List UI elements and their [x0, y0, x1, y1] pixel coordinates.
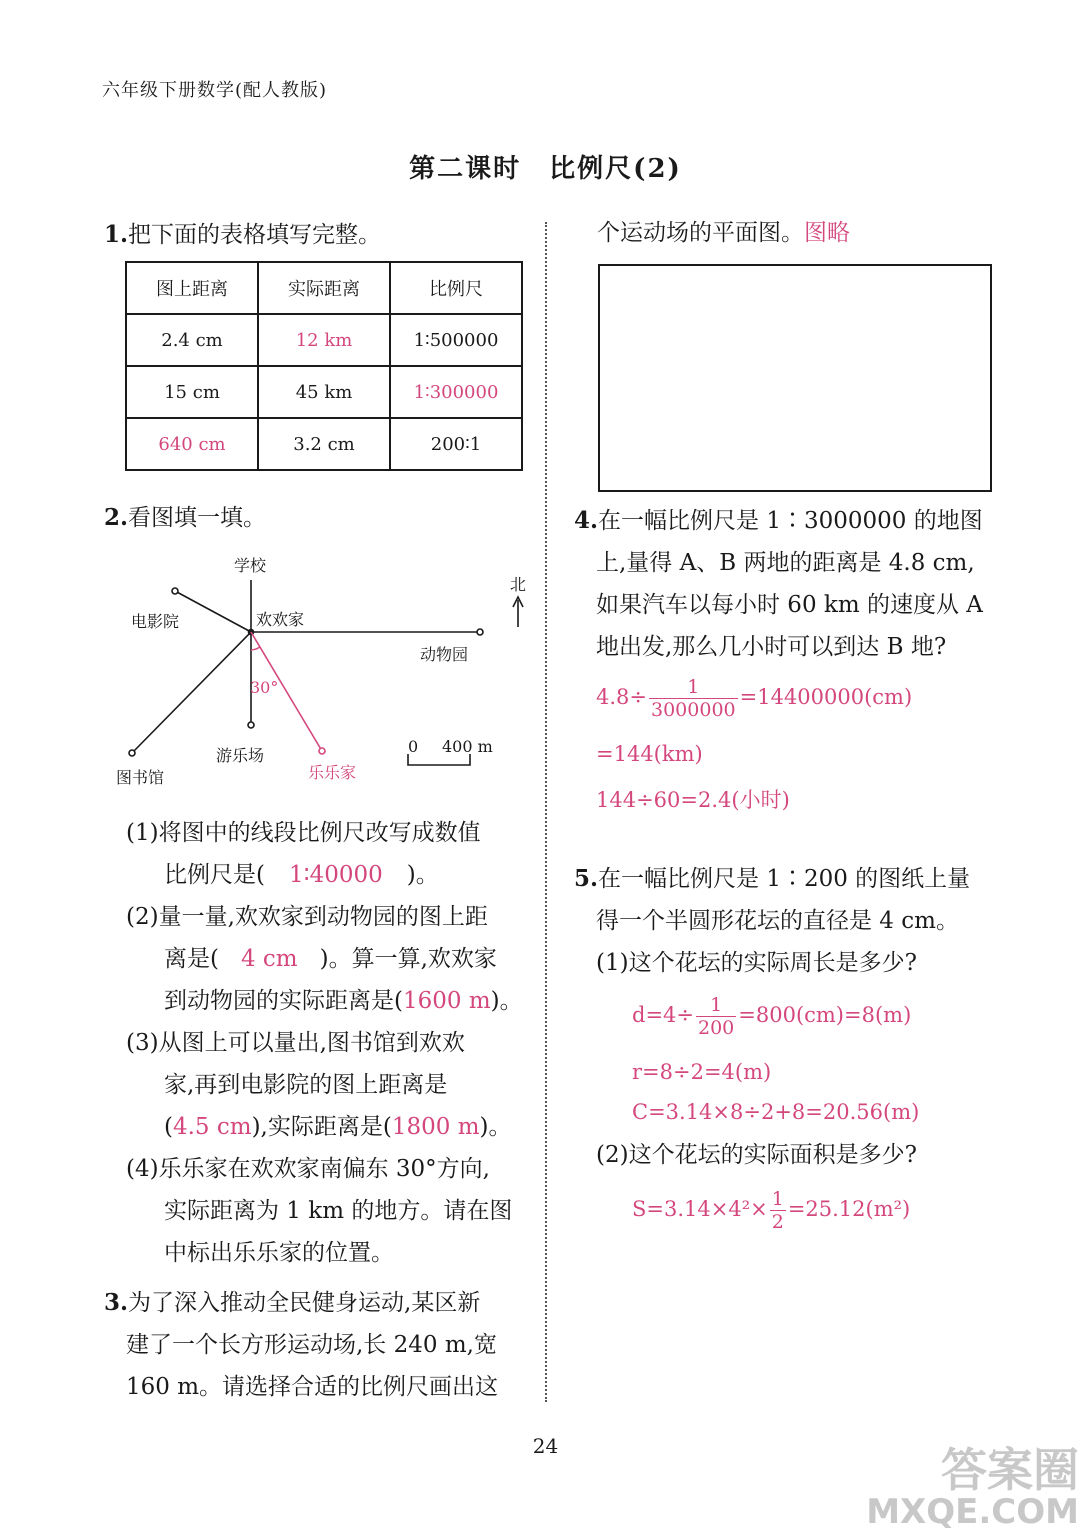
- table-header: 实际距离: [258, 262, 390, 314]
- scale-table: [125, 261, 523, 471]
- sub-text: 实际距离为 1 km 的地方。请在图: [164, 1198, 513, 1224]
- calc-text: =800(cm)=8(m): [738, 1003, 912, 1027]
- sub-question-1: [126, 812, 536, 854]
- answer-value: 1∶40000: [288, 862, 383, 888]
- sub-text: 离是(: [164, 946, 219, 972]
- fraction-numerator: 1: [696, 994, 736, 1017]
- park-point: [248, 722, 254, 728]
- fraction: [649, 676, 738, 721]
- label-school: 学校: [234, 556, 267, 575]
- question-text: 建了一个长方形运动场,长 240 m,宽: [126, 1332, 497, 1358]
- cinema-point: [172, 588, 178, 594]
- sub-question-2-line3: [126, 980, 536, 1022]
- fraction-denominator: 2: [771, 1211, 784, 1233]
- answer-value: 图略: [804, 220, 850, 246]
- calc-text: d=4÷: [632, 1003, 694, 1027]
- fraction-denominator: 200: [698, 1017, 735, 1039]
- table-row: [126, 314, 522, 366]
- page-number: 24: [532, 1434, 559, 1458]
- answer-value: 4 cm: [240, 946, 298, 972]
- sub-text: )。: [406, 862, 439, 888]
- sub-question-4: [126, 1148, 536, 1190]
- library-point: [129, 750, 135, 756]
- table-cell: 45 km: [258, 366, 390, 418]
- question-text: 为了深入推动全民健身运动,某区新: [128, 1290, 481, 1316]
- answer-value: 1800 m: [391, 1114, 480, 1140]
- question-4: [574, 500, 1004, 668]
- question-3: [104, 1282, 524, 1408]
- label-library: 图书馆: [116, 768, 165, 787]
- question-text: 把下面的表格填写完整。: [128, 222, 382, 248]
- sub-question-4-line3: [126, 1232, 536, 1274]
- angle-arc: [251, 647, 260, 650]
- label-angle: 30°: [250, 678, 279, 697]
- sub-question-2: [126, 896, 536, 938]
- sub-question-3-line3: [126, 1106, 536, 1148]
- label-north: 北: [510, 575, 527, 594]
- question-2: [104, 497, 266, 539]
- table-header-row: [126, 262, 522, 314]
- zoo-point: [477, 629, 483, 635]
- table-cell-answer: 12 km: [258, 314, 390, 366]
- table-cell: 200∶1: [390, 418, 522, 470]
- q4-calc-3: 144÷60=2.4(小时): [596, 788, 790, 812]
- question-number: 5.: [574, 865, 599, 892]
- question-number: 2.: [104, 504, 129, 531]
- watermark-url: MXQE.COM: [866, 1492, 1079, 1532]
- table-cell: 2.4 cm: [126, 314, 258, 366]
- q4-calc-1: [596, 676, 912, 721]
- sub-text: 家,再到电影院的图上距离是: [164, 1072, 448, 1098]
- sub-text: (2)量一量,欢欢家到动物园的图上距: [126, 904, 488, 930]
- sub-question-2-line2: [126, 938, 536, 980]
- fraction-denominator: 3000000: [651, 699, 736, 721]
- page-title: 第二课时 比例尺(2): [409, 154, 682, 184]
- table-row: [126, 418, 522, 470]
- calc-text: =14400000(cm): [739, 685, 913, 709]
- question-3-continued: [597, 212, 850, 254]
- table-header: 图上距离: [126, 262, 258, 314]
- question-text: 在一幅比例尺是 1∶3000000 的地图: [598, 508, 983, 534]
- question-text: 得一个半圆形花坛的直径是 4 cm。: [596, 908, 959, 934]
- q5-calc-4: [632, 1188, 910, 1233]
- sub-text: 到动物园的实际距离是(: [164, 988, 403, 1014]
- calc-text: =25.12(m²): [787, 1197, 911, 1221]
- question-text: 160 m。请选择合适的比例尺画出这: [126, 1374, 499, 1400]
- sub-text: )。: [479, 1114, 512, 1140]
- fraction: [770, 1188, 786, 1233]
- label-lele: 乐乐家: [308, 763, 357, 782]
- watermark-logo: [866, 1443, 1079, 1532]
- question-5: [574, 858, 1004, 984]
- table-cell: 3.2 cm: [258, 418, 390, 470]
- sub-question-1: (1)这个花坛的实际周长是多少?: [596, 950, 917, 976]
- sub-question-3: [126, 1022, 536, 1064]
- label-home: 欢欢家: [256, 610, 305, 629]
- sub-text: (4)乐乐家在欢欢家南偏东 30°方向,: [126, 1156, 490, 1182]
- calc-text: 4.8÷: [596, 685, 647, 709]
- q4-calc-2: =144(km): [596, 742, 703, 766]
- question-2-subparts: [126, 812, 536, 1274]
- question-text: 看图填一填。: [128, 505, 267, 531]
- drawing-box: [598, 264, 992, 492]
- question-number: 3.: [104, 1289, 129, 1316]
- location-map: [100, 545, 540, 800]
- sub-text: (: [164, 1114, 173, 1140]
- line-to-library: [132, 632, 251, 753]
- sub-text: ),实际距离是(: [251, 1114, 392, 1140]
- fraction-numerator: 1: [649, 676, 738, 699]
- answer-value: 4.5 cm: [172, 1114, 252, 1140]
- lele-point: [319, 748, 325, 754]
- table-header: 比例尺: [390, 262, 522, 314]
- question-text: 在一幅比例尺是 1∶200 的图纸上量: [598, 866, 971, 892]
- question-text: 如果汽车以每小时 60 km 的速度从 A: [596, 592, 983, 618]
- question-text: 上,量得 A、B 两地的距离是 4.8 cm,: [596, 550, 975, 576]
- sub-text: )。算一算,欢欢家: [319, 946, 497, 972]
- calc-text: S=3.14×4²×: [632, 1197, 768, 1221]
- question-number: 4.: [574, 507, 599, 534]
- sub-question-4-line2: [126, 1190, 536, 1232]
- q5-calc-3: C=3.14×8÷2+8=20.56(m): [632, 1100, 920, 1124]
- running-header: 六年级下册数学(配人教版): [102, 80, 328, 101]
- fraction-numerator: 1: [771, 1188, 784, 1210]
- question-number: 1.: [104, 221, 129, 248]
- label-cinema: 电影院: [131, 612, 180, 631]
- table-cell-answer: 1∶300000: [390, 366, 522, 418]
- table-cell-answer: 640 cm: [126, 418, 258, 470]
- sub-text: (1)将图中的线段比例尺改写成数值: [126, 820, 481, 846]
- q5-calc-1: [632, 994, 911, 1039]
- sub-question-1-answer-line: [126, 854, 536, 896]
- table-cell: 1∶500000: [390, 314, 522, 366]
- scale-value: 400 m: [442, 737, 493, 756]
- watermark-title: 答案圈: [941, 1443, 1079, 1497]
- table-row: [126, 366, 522, 418]
- line-to-cinema: [175, 591, 251, 632]
- table-cell: 15 cm: [126, 366, 258, 418]
- sub-text: )。: [490, 988, 523, 1014]
- sub-text: 中标出乐乐家的位置。: [164, 1240, 394, 1266]
- question-text: 地出发,那么几小时可以到达 B 地?: [596, 634, 947, 660]
- question-text: 个运动场的平面图。: [597, 220, 804, 246]
- fraction: [696, 994, 736, 1039]
- answer-value: 1600 m: [402, 988, 491, 1014]
- sub-text: (3)从图上可以量出,图书馆到欢欢: [126, 1030, 465, 1056]
- q5-calc-2: r=8÷2=4(m): [632, 1060, 772, 1084]
- label-zoo: 动物园: [420, 645, 469, 664]
- sub-question-2: (2)这个花坛的实际面积是多少?: [596, 1142, 917, 1168]
- question-1: [104, 214, 381, 256]
- sub-text: 比例尺是(: [164, 862, 265, 888]
- scale-zero: 0: [408, 737, 419, 756]
- column-divider: [545, 222, 547, 1402]
- label-park: 游乐场: [216, 746, 265, 765]
- sub-question-3-line2: [126, 1064, 536, 1106]
